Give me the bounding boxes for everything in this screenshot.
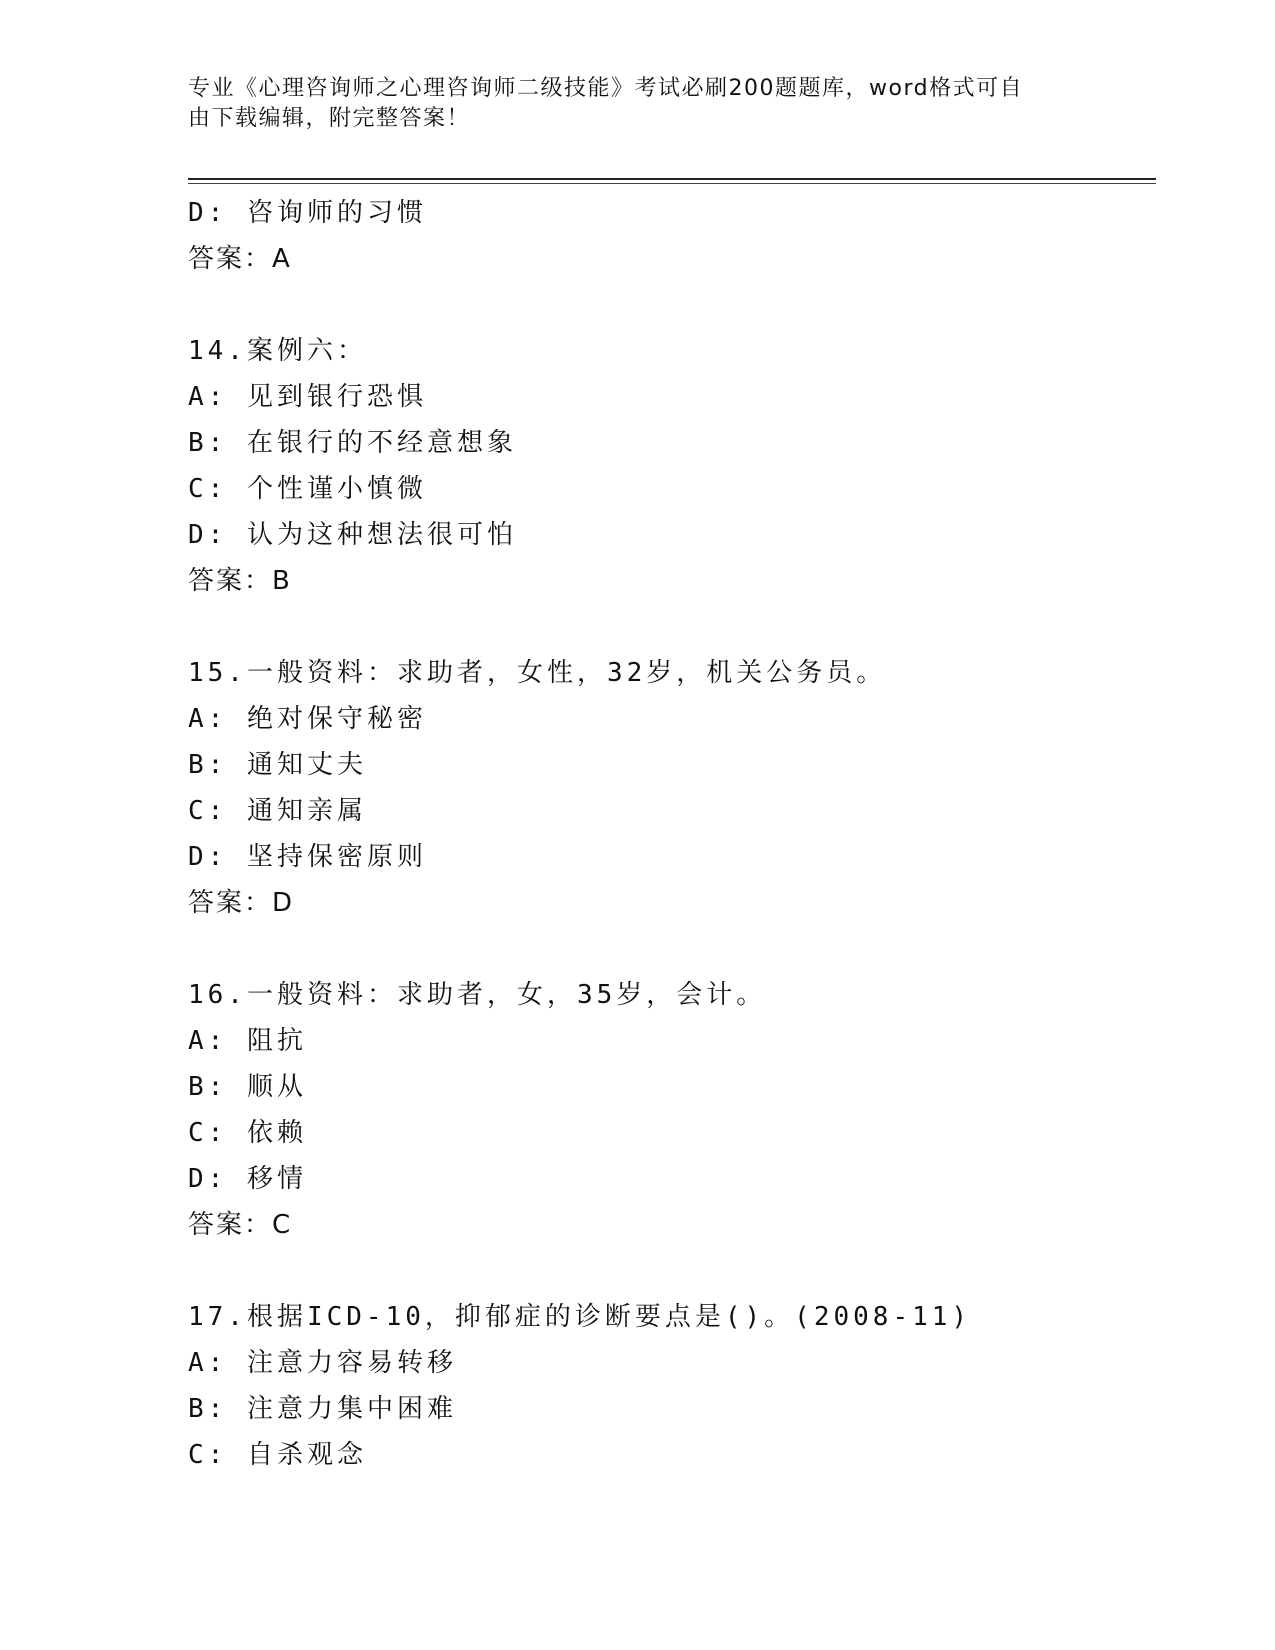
question-15 bbox=[188, 650, 1156, 926]
option-b: B: 在银行的不经意想象 bbox=[188, 428, 517, 458]
answer: 答案：A bbox=[188, 244, 292, 274]
question-list bbox=[188, 190, 1156, 1478]
option-c: C: 通知亲属 bbox=[188, 796, 367, 826]
option-d: D: 移情 bbox=[188, 1164, 307, 1194]
option-d: D: 坚持保密原则 bbox=[188, 842, 427, 872]
header-divider-thin bbox=[188, 183, 1156, 184]
header-line-1: 专业《心理咨询师之心理咨询师二级技能》考试必刷200题题库，word格式可自 bbox=[188, 76, 1024, 101]
answer: 答案：B bbox=[188, 566, 292, 596]
option-c: C: 自杀观念 bbox=[188, 1440, 367, 1470]
option-a: A: 阻抗 bbox=[188, 1026, 307, 1056]
option-d: D: 咨询师的习惯 bbox=[188, 198, 427, 228]
option-d: D: 认为这种想法很可怕 bbox=[188, 520, 517, 550]
option-a: A: 见到银行恐惧 bbox=[188, 382, 427, 412]
question-14 bbox=[188, 328, 1156, 604]
option-b: B: 通知丈夫 bbox=[188, 750, 367, 780]
answer: 答案：D bbox=[188, 888, 295, 918]
answer: 答案：C bbox=[188, 1210, 293, 1240]
question-stem: 16.一般资料：求助者，女，35岁，会计。 bbox=[188, 980, 767, 1010]
option-a: A: 绝对保守秘密 bbox=[188, 704, 427, 734]
option-b: B: 注意力集中困难 bbox=[188, 1394, 457, 1424]
option-a: A: 注意力容易转移 bbox=[188, 1348, 457, 1378]
document-header bbox=[188, 74, 1068, 134]
question-17 bbox=[188, 1294, 1156, 1478]
option-c: C: 个性谨小慎微 bbox=[188, 474, 427, 504]
question-stem: 14.案例六： bbox=[188, 336, 367, 366]
question-stem: 15.一般资料：求助者，女性，32岁，机关公务员。 bbox=[188, 658, 887, 688]
question-16 bbox=[188, 972, 1156, 1248]
option-c: C: 依赖 bbox=[188, 1118, 307, 1148]
option-b: B: 顺从 bbox=[188, 1072, 307, 1102]
header-line-2: 由下载编辑，附完整答案！ bbox=[188, 106, 471, 131]
header-divider-thick bbox=[188, 178, 1156, 180]
question-stem: 17.根据ICD-10，抑郁症的诊断要点是()。(2008-11) bbox=[188, 1302, 972, 1332]
